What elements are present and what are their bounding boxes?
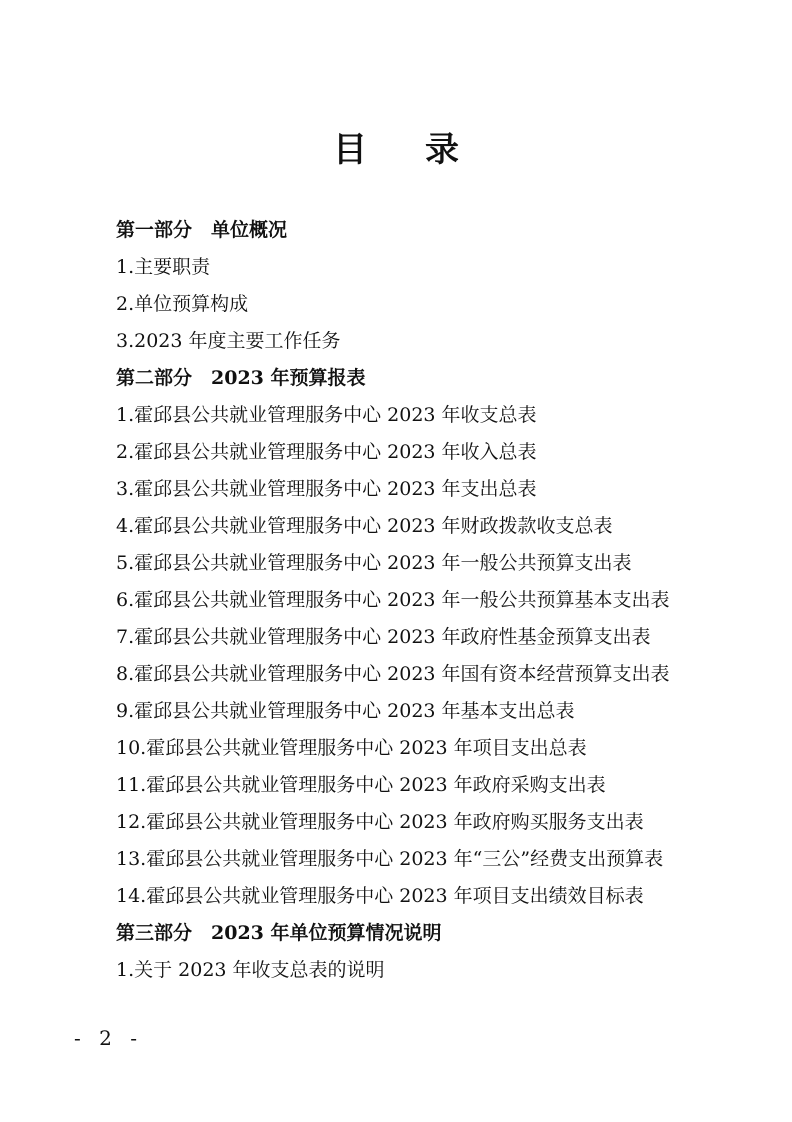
toc-item: 7.霍邱县公共就业管理服务中心 2023 年政府性基金预算支出表	[116, 626, 651, 648]
toc-item: 9.霍邱县公共就业管理服务中心 2023 年基本支出总表	[116, 700, 575, 722]
toc-item: 1.关于 2023 年收支总表的说明	[116, 959, 385, 981]
toc-part-1-heading: 第一部分 单位概况	[116, 219, 288, 241]
toc-item: 4.霍邱县公共就业管理服务中心 2023 年财政拨款收支总表	[116, 515, 613, 537]
toc-part-3-heading: 第三部分 2023 年单位预算情况说明	[116, 922, 442, 944]
page-title: 目录	[333, 130, 517, 170]
toc-item: 2.单位预算构成	[116, 293, 249, 315]
toc-item: 14.霍邱县公共就业管理服务中心 2023 年项目支出绩效目标表	[116, 885, 644, 907]
toc-item: 11.霍邱县公共就业管理服务中心 2023 年政府采购支出表	[116, 774, 606, 796]
toc-item: 5.霍邱县公共就业管理服务中心 2023 年一般公共预算支出表	[116, 552, 632, 574]
toc-part-2-heading: 第二部分 2023 年预算报表	[116, 367, 366, 389]
toc-item: 2.霍邱县公共就业管理服务中心 2023 年收入总表	[116, 441, 537, 463]
toc-item: 10.霍邱县公共就业管理服务中心 2023 年项目支出总表	[116, 737, 587, 759]
table-of-contents	[116, 212, 756, 989]
toc-item: 1.霍邱县公共就业管理服务中心 2023 年收支总表	[116, 404, 537, 426]
toc-item: 3.霍邱县公共就业管理服务中心 2023 年支出总表	[116, 478, 537, 500]
toc-item: 1.主要职责	[116, 256, 211, 278]
toc-item: 6.霍邱县公共就业管理服务中心 2023 年一般公共预算基本支出表	[116, 589, 670, 611]
toc-item: 12.霍邱县公共就业管理服务中心 2023 年政府购买服务支出表	[116, 811, 644, 833]
toc-item: 3.2023 年度主要工作任务	[116, 330, 341, 352]
toc-item: 13.霍邱县公共就业管理服务中心 2023 年“三公”经费支出预算表	[116, 848, 664, 870]
toc-item: 8.霍邱县公共就业管理服务中心 2023 年国有资本经营预算支出表	[116, 663, 670, 685]
page-number: - 2 -	[74, 1026, 143, 1050]
